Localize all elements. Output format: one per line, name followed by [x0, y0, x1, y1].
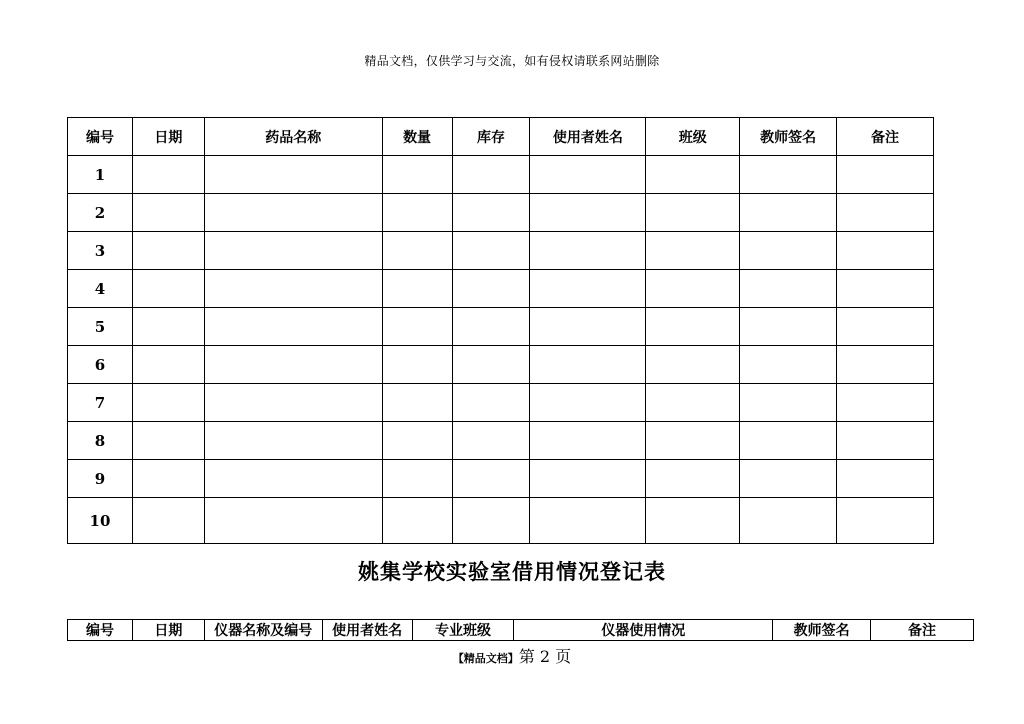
table-row	[68, 308, 934, 346]
page-footer	[0, 644, 1024, 667]
empty-cell	[740, 308, 837, 346]
equipment-borrow-table	[67, 619, 974, 641]
empty-cell	[204, 194, 382, 232]
empty-cell	[740, 498, 837, 544]
empty-cell	[204, 498, 382, 544]
empty-cell	[646, 232, 740, 270]
empty-cell	[452, 498, 530, 544]
empty-cell	[452, 346, 530, 384]
empty-cell	[382, 308, 452, 346]
row-number-cell: 1	[68, 156, 133, 194]
watermark-text: 精品文档，仅供学习与交流，如有侵权请联系网站删除	[364, 54, 660, 68]
empty-cell	[646, 156, 740, 194]
empty-cell	[132, 384, 204, 422]
empty-cell	[837, 498, 934, 544]
empty-cell	[204, 422, 382, 460]
empty-cell	[132, 422, 204, 460]
empty-cell	[530, 460, 646, 498]
header-cell: 使用者姓名	[530, 118, 646, 156]
empty-cell	[646, 460, 740, 498]
empty-cell	[382, 194, 452, 232]
table-row	[68, 194, 934, 232]
empty-cell	[740, 156, 837, 194]
row-number-cell: 9	[68, 460, 133, 498]
header-cell: 编号	[68, 118, 133, 156]
empty-cell	[740, 346, 837, 384]
row-number-cell: 2	[68, 194, 133, 232]
empty-cell	[646, 384, 740, 422]
table-row	[68, 384, 934, 422]
empty-cell	[646, 346, 740, 384]
empty-cell	[382, 422, 452, 460]
empty-cell	[837, 346, 934, 384]
page-number: 第 2 页	[518, 647, 572, 666]
table-row	[68, 232, 934, 270]
empty-cell	[452, 308, 530, 346]
empty-cell	[530, 346, 646, 384]
empty-cell	[382, 346, 452, 384]
header-cell: 仪器使用情况	[514, 620, 773, 641]
header-cell: 专业班级	[412, 620, 514, 641]
empty-cell	[530, 270, 646, 308]
empty-cell	[646, 194, 740, 232]
header-cell: 数量	[382, 118, 452, 156]
table-header-row	[68, 118, 934, 156]
empty-cell	[132, 460, 204, 498]
table-row	[68, 422, 934, 460]
empty-cell	[530, 422, 646, 460]
table-row	[68, 498, 934, 544]
empty-cell	[740, 270, 837, 308]
table-row	[68, 270, 934, 308]
empty-cell	[132, 308, 204, 346]
empty-cell	[452, 232, 530, 270]
empty-cell	[204, 270, 382, 308]
empty-cell	[646, 422, 740, 460]
empty-cell	[646, 498, 740, 544]
header-cell: 药品名称	[204, 118, 382, 156]
header-cell: 编号	[68, 620, 133, 641]
empty-cell	[530, 498, 646, 544]
medicine-usage-table	[67, 117, 934, 544]
empty-cell	[837, 422, 934, 460]
empty-cell	[837, 232, 934, 270]
empty-cell	[837, 156, 934, 194]
empty-cell	[382, 232, 452, 270]
empty-cell	[204, 346, 382, 384]
header-cell: 备注	[837, 118, 934, 156]
row-number-cell: 7	[68, 384, 133, 422]
empty-cell	[452, 384, 530, 422]
empty-cell	[382, 384, 452, 422]
empty-cell	[452, 460, 530, 498]
empty-cell	[382, 498, 452, 544]
header-cell: 教师签名	[773, 620, 871, 641]
row-number-cell: 4	[68, 270, 133, 308]
empty-cell	[132, 156, 204, 194]
empty-cell	[837, 194, 934, 232]
header-cell: 使用者姓名	[322, 620, 412, 641]
empty-cell	[530, 308, 646, 346]
header-cell: 备注	[871, 620, 974, 641]
table-row	[68, 460, 934, 498]
empty-cell	[132, 498, 204, 544]
empty-cell	[837, 460, 934, 498]
footer-label: 【精品文档】	[452, 652, 519, 665]
empty-cell	[382, 460, 452, 498]
empty-cell	[204, 384, 382, 422]
empty-cell	[740, 422, 837, 460]
empty-cell	[837, 384, 934, 422]
row-number-cell: 5	[68, 308, 133, 346]
header-cell: 教师签名	[740, 118, 837, 156]
empty-cell	[382, 156, 452, 194]
header-cell: 日期	[132, 118, 204, 156]
empty-cell	[740, 232, 837, 270]
empty-cell	[452, 270, 530, 308]
header-cell: 库存	[452, 118, 530, 156]
header-cell: 日期	[132, 620, 204, 641]
header-cell: 仪器名称及编号	[204, 620, 322, 641]
row-number-cell: 3	[68, 232, 133, 270]
empty-cell	[837, 308, 934, 346]
table-header-row	[68, 620, 974, 641]
table-row	[68, 156, 934, 194]
empty-cell	[204, 460, 382, 498]
empty-cell	[132, 270, 204, 308]
empty-cell	[740, 384, 837, 422]
empty-cell	[204, 156, 382, 194]
empty-cell	[646, 308, 740, 346]
empty-cell	[452, 194, 530, 232]
empty-cell	[132, 232, 204, 270]
empty-cell	[740, 460, 837, 498]
row-number-cell: 6	[68, 346, 133, 384]
row-number-cell: 10	[68, 498, 133, 544]
form-title: 姚集学校实验室借用情况登记表	[358, 559, 666, 584]
empty-cell	[452, 156, 530, 194]
empty-cell	[382, 270, 452, 308]
empty-cell	[132, 194, 204, 232]
table-row	[68, 346, 934, 384]
empty-cell	[530, 156, 646, 194]
empty-cell	[646, 270, 740, 308]
header-cell: 班级	[646, 118, 740, 156]
empty-cell	[452, 422, 530, 460]
empty-cell	[204, 308, 382, 346]
empty-cell	[204, 232, 382, 270]
empty-cell	[740, 194, 837, 232]
empty-cell	[837, 270, 934, 308]
empty-cell	[530, 194, 646, 232]
row-number-cell: 8	[68, 422, 133, 460]
empty-cell	[132, 346, 204, 384]
empty-cell	[530, 384, 646, 422]
empty-cell	[530, 232, 646, 270]
